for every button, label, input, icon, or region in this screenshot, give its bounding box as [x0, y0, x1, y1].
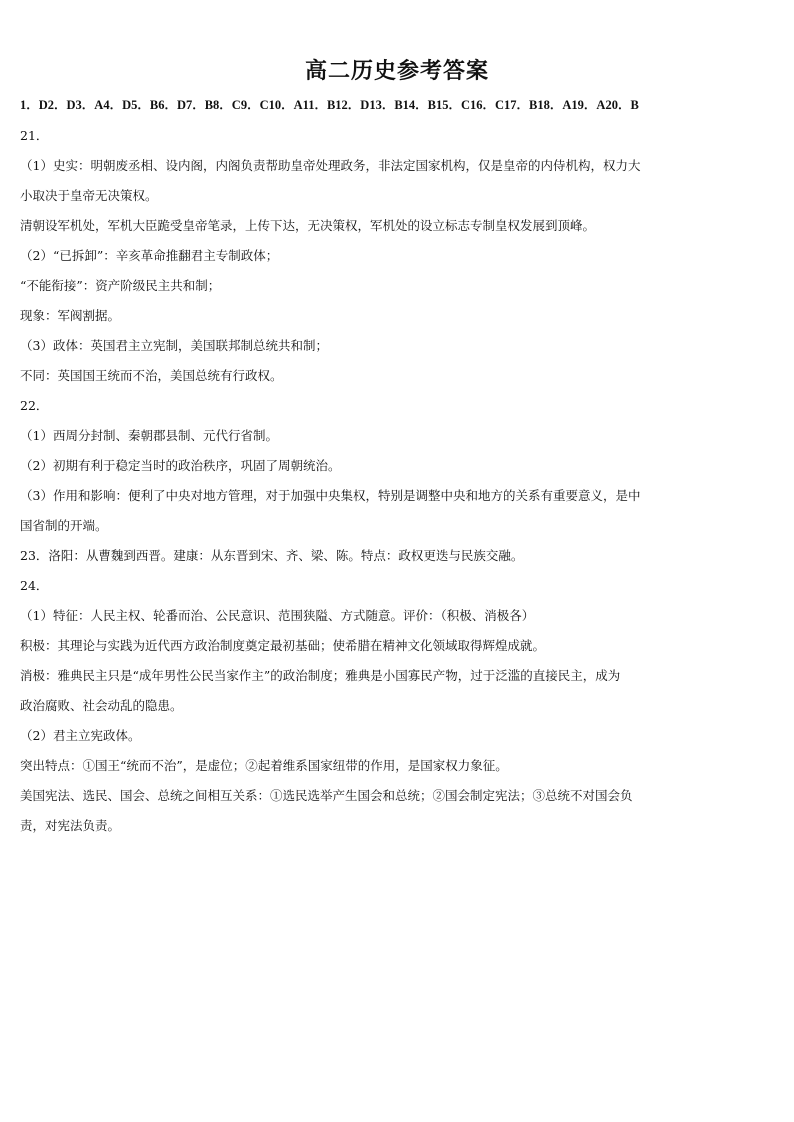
- answer-line: 21．: [20, 128, 49, 143]
- answer-line: 政治腐败、社会动乱的隐患。: [20, 698, 183, 713]
- answer-line: （1）西周分封制、秦朝郡县制、元代行省制。: [20, 428, 278, 443]
- answer-line: 现象：军阀割据。: [20, 308, 121, 323]
- answer-line: （1）特征：人民主权、轮番而治、公民意识、范围狭隘、方式随意。评价：（积极、消极各）: [20, 608, 535, 623]
- answer-line: 消极：雅典民主只是“成年男性公民当家作主”的政治制度；雅典是小国寡民产物，过于泛滥的直接民主，成为: [20, 668, 621, 683]
- answer-line: 积极：其理论与实践为近代西方政治制度奠定最初基础；使希腊在精神文化领域取得辉煌成就。: [20, 638, 546, 653]
- answer-line: 责，对宪法负责。: [20, 818, 121, 833]
- answer-line: （1）史实：明朝废丞相、设内阁，内阁负责帮助皇帝处理政务，非法定国家机构，仅是皇帝的内侍机构，权力大: [20, 158, 641, 173]
- answer-line: （2）初期有利于稳定当时的政治秩序，巩固了周朝统治。: [20, 458, 341, 473]
- answer-line: （3）政体：英国君主立宪制，美国联邦制总统共和制；: [20, 338, 328, 353]
- multiple-choice-answers: 1．D2．D3．A4．D5．B6．D7．B8．C9．C10．A11．B12．D13．B14．B15．C16．C17．B18．A19．A20．B: [20, 98, 639, 112]
- answer-line: 国省制的开端。: [20, 518, 108, 533]
- answer-line: 24．: [20, 578, 49, 593]
- answer-line: 小取决于皇帝无决策权。: [20, 188, 158, 203]
- answer-line: “不能衔接”：资产阶级民主共和制；: [20, 278, 221, 293]
- answer-line: 不同：英国国王统而不治，美国总统有行政权。: [20, 368, 283, 383]
- answer-line: （2）君主立宪政体。: [20, 728, 141, 743]
- answer-line: （2）“已拆卸”：辛亥革命推翻君主专制政体；: [20, 248, 279, 263]
- answer-line: 22．: [20, 398, 49, 413]
- answer-line: 突出特点：①国王“统而不治”，是虚位；②起着维系国家纽带的作用，是国家权力象征。: [20, 758, 508, 773]
- answer-body: [20, 127, 776, 847]
- answer-line: （3）作用和影响：便利了中央对地方管理，对于加强中央集权，特别是调整中央和地方的关系有重要意义，是中: [20, 488, 641, 503]
- answer-line: 23．洛阳：从曹魏到西晋。建康：从东晋到宋、齐、梁、陈。特点：政权更迭与民族交融。: [20, 548, 524, 563]
- answer-line: 清朝设军机处，军机大臣跪受皇帝笔录，上传下达，无决策权，军机处的设立标志专制皇权发展到顶峰。: [20, 218, 596, 233]
- answer-line: 美国宪法、选民、国会、总统之间相互关系：①选民选举产生国会和总统；②国会制定宪法；③总统不对国会负: [20, 788, 633, 803]
- page-title: 高二历史参考答案: [304, 58, 489, 84]
